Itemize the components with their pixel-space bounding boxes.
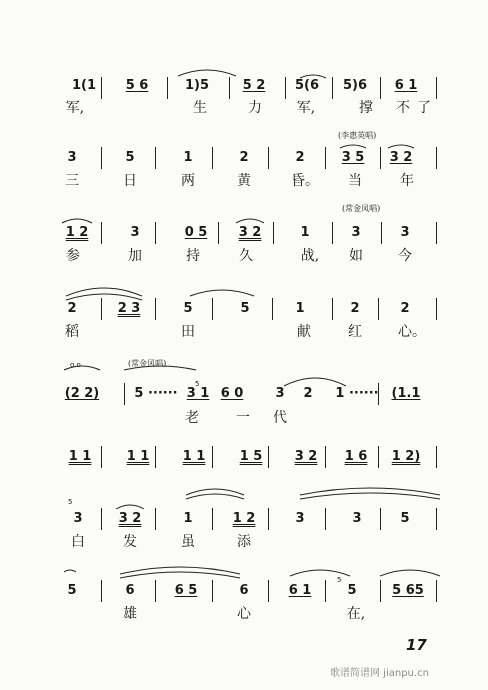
barline bbox=[436, 298, 437, 320]
barline bbox=[101, 222, 102, 244]
barline bbox=[155, 508, 156, 530]
lyric: 献 bbox=[297, 324, 311, 340]
note: 1)5 bbox=[184, 78, 210, 93]
lyric: 发 bbox=[123, 534, 137, 550]
lyric: 军, bbox=[296, 100, 316, 116]
barline bbox=[124, 383, 125, 405]
lyric: 久 bbox=[239, 248, 253, 264]
lyric: 红 bbox=[348, 324, 362, 340]
barline bbox=[268, 580, 269, 602]
lyric: 心。 bbox=[398, 324, 426, 340]
note: 5(6 bbox=[294, 78, 320, 93]
barline bbox=[155, 222, 156, 244]
grace-note: 5 bbox=[337, 576, 342, 584]
lyric: 持 bbox=[186, 248, 200, 264]
note: 5 6 bbox=[125, 78, 149, 93]
note: 1 bbox=[183, 150, 193, 165]
note: 1 2 bbox=[65, 225, 89, 240]
note: 1(1 bbox=[71, 78, 97, 93]
barline bbox=[268, 147, 269, 169]
lyric: 加 bbox=[128, 248, 142, 264]
watermark: 歌谱简谱网 jianpu.cn bbox=[330, 668, 429, 679]
barline bbox=[273, 222, 274, 244]
barline bbox=[332, 77, 333, 99]
note: 6 5 bbox=[174, 583, 198, 598]
note: 2 bbox=[295, 150, 305, 165]
note: 3 bbox=[351, 225, 361, 240]
barline bbox=[285, 77, 286, 99]
system-7 bbox=[0, 483, 488, 549]
system-4 bbox=[0, 282, 488, 344]
barline bbox=[268, 446, 269, 468]
singer-annotation: (常金凤唱) bbox=[342, 204, 381, 213]
barline bbox=[436, 508, 437, 530]
note: 6 bbox=[125, 583, 135, 598]
barline bbox=[380, 147, 381, 169]
lyric: 力 bbox=[248, 100, 262, 116]
note: 2 bbox=[239, 150, 249, 165]
note: 1 1 bbox=[68, 449, 92, 464]
note: 5 2 bbox=[242, 78, 266, 93]
barline bbox=[325, 446, 326, 468]
note: 3 5 bbox=[341, 150, 365, 165]
barline bbox=[325, 580, 326, 602]
barline bbox=[155, 580, 156, 602]
barline bbox=[378, 446, 379, 468]
barline bbox=[332, 298, 333, 320]
lyric: 日 bbox=[123, 173, 137, 189]
barline bbox=[212, 580, 213, 602]
barline bbox=[101, 147, 102, 169]
note: 2 bbox=[350, 301, 360, 316]
note: 3 2 bbox=[389, 150, 413, 165]
page-number: 17 bbox=[406, 636, 427, 654]
note: 1 bbox=[183, 511, 193, 526]
lyric: 三 bbox=[65, 173, 79, 189]
note: 3 bbox=[352, 511, 362, 526]
lyric: 代 bbox=[273, 410, 287, 426]
barline bbox=[325, 147, 326, 169]
barline bbox=[155, 446, 156, 468]
note: 2 bbox=[303, 386, 313, 401]
barline bbox=[272, 298, 273, 320]
note: 5 ······ bbox=[134, 386, 178, 401]
barline bbox=[380, 580, 381, 602]
barline bbox=[436, 222, 437, 244]
barline bbox=[101, 580, 102, 602]
lyric: 参 bbox=[66, 248, 80, 264]
barline bbox=[325, 508, 326, 530]
barline bbox=[101, 508, 102, 530]
lyric: 雄 bbox=[123, 606, 137, 622]
barline bbox=[436, 580, 437, 602]
note: 3 2 bbox=[294, 449, 318, 464]
lyric: 当 bbox=[348, 173, 362, 189]
note: 1 6 bbox=[344, 449, 368, 464]
note: 2 bbox=[67, 301, 77, 316]
lyric: 不 bbox=[396, 100, 410, 116]
note: 5 bbox=[240, 301, 250, 316]
grace-note: 5 bbox=[195, 380, 200, 388]
note: 5 bbox=[125, 150, 135, 165]
note: 3 bbox=[400, 225, 410, 240]
lyric: 田 bbox=[181, 324, 195, 340]
system-3 bbox=[0, 203, 488, 269]
lyric: 一 bbox=[236, 410, 250, 426]
lyric: 军, bbox=[65, 100, 85, 116]
barline bbox=[332, 222, 333, 244]
system-2 bbox=[0, 130, 488, 194]
note: 3 2 bbox=[118, 511, 142, 526]
barline bbox=[436, 77, 437, 99]
lyric: 虽 bbox=[181, 534, 195, 550]
note: 2 bbox=[400, 301, 410, 316]
lyric: 黄 bbox=[237, 173, 251, 189]
lyric: 生 bbox=[193, 100, 207, 116]
barline bbox=[436, 446, 437, 468]
barline bbox=[212, 508, 213, 530]
barline bbox=[155, 147, 156, 169]
lyric: 如 bbox=[349, 248, 363, 264]
note: 5 bbox=[183, 301, 193, 316]
lyric: 在, bbox=[346, 606, 366, 622]
note: 1 2) bbox=[391, 449, 421, 464]
note: 1 bbox=[295, 301, 305, 316]
note: 1 5 bbox=[239, 449, 263, 464]
barline bbox=[436, 147, 437, 169]
barline bbox=[268, 508, 269, 530]
barline bbox=[378, 298, 379, 320]
note: 6 1 bbox=[288, 583, 312, 598]
lyric: 昏。 bbox=[291, 173, 319, 189]
note: 1 2 bbox=[232, 511, 256, 526]
lyric: 老 bbox=[185, 410, 199, 426]
lyric: 白 bbox=[71, 534, 85, 550]
note: 0 5 bbox=[184, 225, 208, 240]
note: 3 1 bbox=[186, 386, 210, 401]
note: 3 bbox=[130, 225, 140, 240]
note: 6 bbox=[239, 583, 249, 598]
lyric: 添 bbox=[237, 534, 251, 550]
system-8 bbox=[0, 560, 488, 626]
note: 3 bbox=[275, 386, 285, 401]
note: 5 bbox=[67, 583, 77, 598]
note: 1 ······ bbox=[335, 386, 379, 401]
barline bbox=[101, 298, 102, 320]
barline bbox=[212, 298, 213, 320]
lyric: 心 bbox=[237, 606, 251, 622]
barline bbox=[101, 77, 102, 99]
lyric: 年 bbox=[400, 173, 414, 189]
lyric: 了 bbox=[417, 100, 431, 116]
note: 1 bbox=[300, 225, 310, 240]
barline bbox=[381, 222, 382, 244]
lyric: 两 bbox=[181, 173, 195, 189]
system-6 bbox=[0, 442, 488, 472]
note: 6 0 bbox=[220, 386, 244, 401]
barline bbox=[218, 222, 219, 244]
barline bbox=[212, 446, 213, 468]
lyric: 今 bbox=[398, 248, 412, 264]
note: 5 65 bbox=[392, 583, 424, 598]
system-1 bbox=[0, 70, 488, 126]
note: 5 bbox=[347, 583, 357, 598]
barline bbox=[380, 77, 381, 99]
barline bbox=[167, 77, 168, 99]
barline bbox=[155, 298, 156, 320]
note: 5 bbox=[400, 511, 410, 526]
barline bbox=[212, 147, 213, 169]
note: 3 bbox=[73, 511, 83, 526]
note: 2 3 bbox=[117, 301, 141, 316]
singer-annotation: (常金风唱) bbox=[128, 359, 167, 368]
note: 1 1 bbox=[126, 449, 150, 464]
note: 1 1 bbox=[182, 449, 206, 464]
note: 3 bbox=[67, 150, 77, 165]
grace-note: 5 bbox=[68, 498, 73, 506]
note: 6 1 bbox=[394, 78, 418, 93]
lyric: 撑 bbox=[359, 100, 373, 116]
barline bbox=[380, 508, 381, 530]
grace-notes: o o bbox=[70, 361, 81, 369]
barline bbox=[101, 446, 102, 468]
note: (1.1 bbox=[391, 386, 421, 401]
singer-annotation: (李惠英唱) bbox=[338, 131, 377, 140]
system-5 bbox=[0, 358, 488, 428]
lyric: 战, bbox=[300, 248, 320, 264]
barline bbox=[229, 77, 230, 99]
note: 3 2 bbox=[238, 225, 262, 240]
lyric: 稻 bbox=[65, 324, 79, 340]
note: 5)6 bbox=[342, 78, 368, 93]
note: (2 2) bbox=[64, 386, 100, 401]
note: 3 bbox=[295, 511, 305, 526]
